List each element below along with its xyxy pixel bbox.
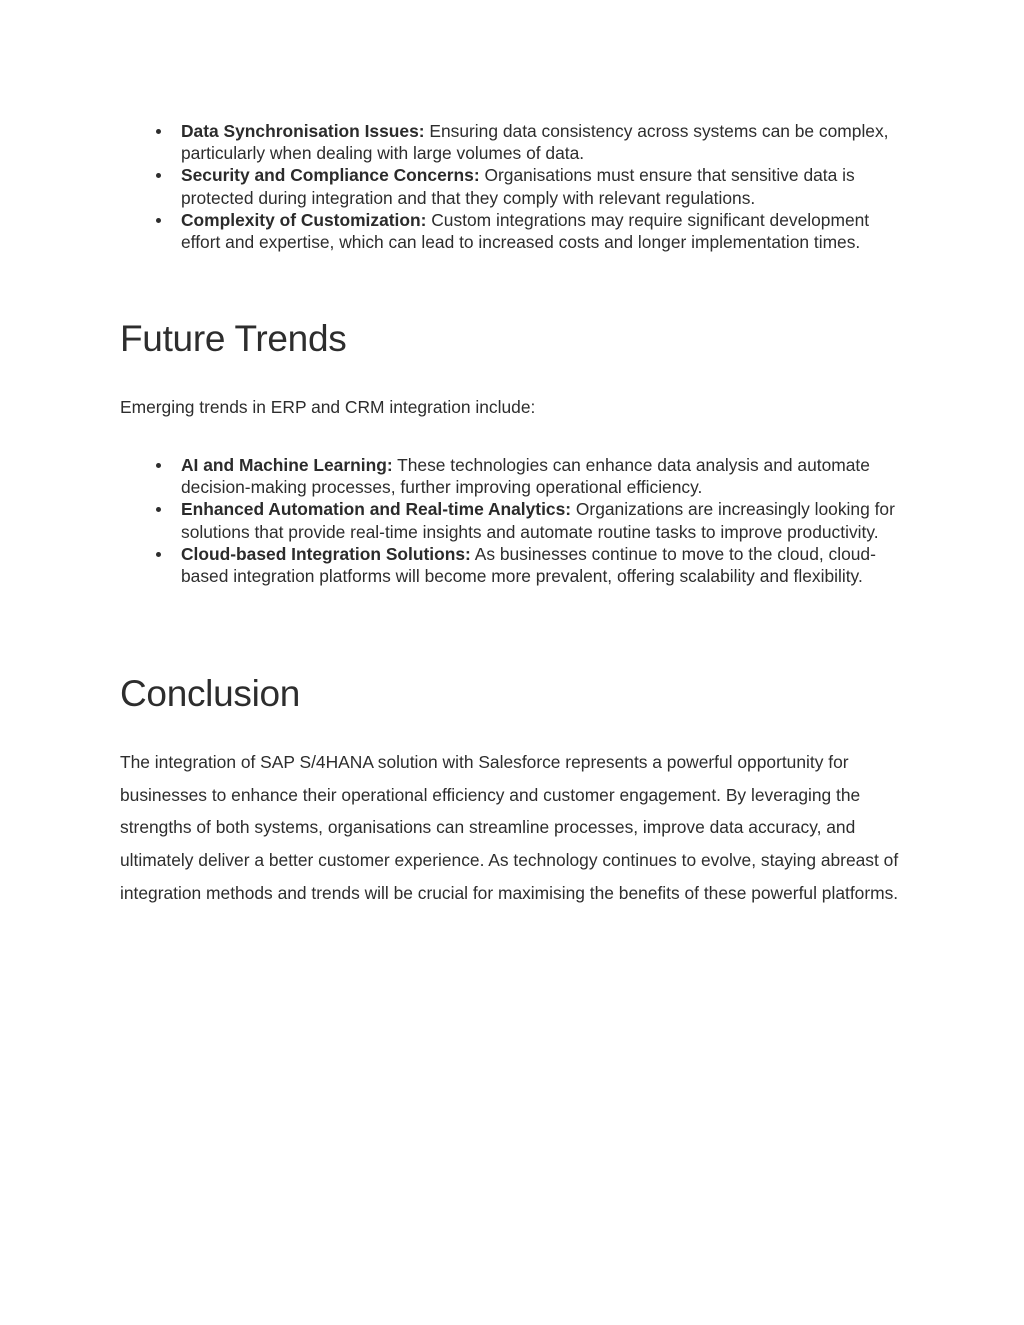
- list-item-text: These technologies can enhance data analysis and automate decision-making processes, further improving operational efficiency.: [181, 455, 870, 498]
- bullet-icon: [156, 173, 161, 178]
- conclusion-heading: Conclusion: [120, 673, 301, 714]
- list-item: [120, 454, 910, 498]
- list-item-title: Enhanced Automation and Real-time Analytics:: [181, 499, 572, 520]
- future-trends-list: [120, 454, 910, 587]
- list-item-text: As businesses continue to move to the cloud, cloud-based integration platforms will become more prevalent, offering scalability and flexibility.: [181, 543, 876, 587]
- list-item-text: Organizations are increasingly looking for solutions that provide real-time insights and automate routine tasks to improve productivity.: [181, 499, 895, 542]
- bullet-icon: [156, 463, 161, 468]
- bullet-icon: [156, 218, 161, 223]
- list-item-text: Custom integrations may require significant development effort and expertise, which can lead to increased costs and longer implementation times.: [181, 209, 870, 253]
- list-item: [120, 543, 910, 587]
- list-item-title: AI and Machine Learning:: [181, 455, 393, 475]
- list-item-text: Ensuring data consistency across systems can be complex, particularly when dealing with large volumes of data.: [181, 121, 889, 164]
- list-item: [120, 498, 910, 542]
- future-trends-heading: Future Trends: [120, 318, 347, 359]
- list-item-text: Organisations must ensure that sensitive data is protected during integration and that they comply with relevant regulations.: [181, 165, 855, 208]
- list-item: [120, 164, 910, 208]
- challenges-list: [120, 120, 910, 253]
- list-item: [120, 120, 910, 164]
- conclusion-paragraph: The integration of SAP S/4HANA solution with Salesforce represents a powerful opportunity for businesses to enhance their operational efficiency and customer engagement. By leveraging the strengths of both systems, organisations can streamline processes, improve data accuracy, and ultimately deliver a better customer experience. As technology continues to evolve, staying abreast of integration methods and trends will be crucial for maximising the benefits of these powerful platforms.: [120, 752, 899, 903]
- bullet-icon: [156, 129, 161, 134]
- bullet-icon: [156, 552, 161, 557]
- list-item-title: Data Synchronisation Issues:: [181, 121, 425, 141]
- list-item-title: Complexity of Customization:: [181, 209, 427, 230]
- future-trends-intro: Emerging trends in ERP and CRM integration include:: [120, 397, 536, 417]
- list-item-title: Security and Compliance Concerns:: [181, 165, 480, 186]
- list-item: [120, 209, 910, 253]
- bullet-icon: [156, 507, 161, 512]
- list-item-title: Cloud-based Integration Solutions:: [181, 543, 471, 564]
